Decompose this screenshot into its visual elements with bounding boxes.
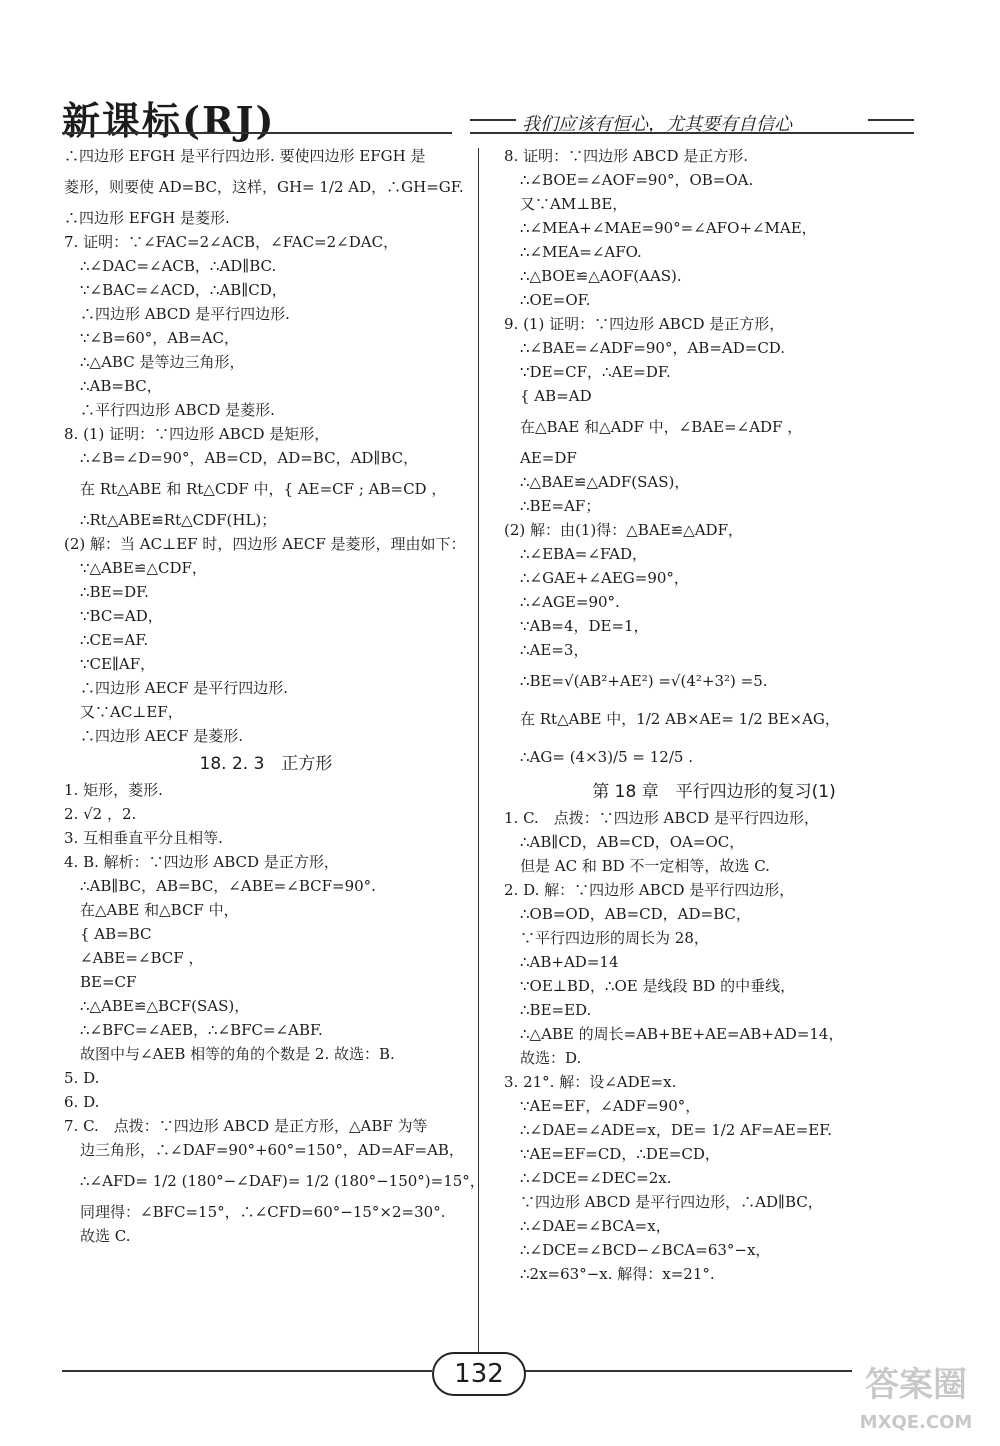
text-line: ∴∠BAE=∠ADF=90°，AB=AD=CD. (520, 339, 786, 357)
text-line: ∴AE=3， (520, 641, 589, 659)
text-line: 在△ABE 和△BCF 中， (80, 901, 239, 919)
text-line: 6. D. (64, 1093, 100, 1111)
text-line: ∴∠EBA=∠FAD， (520, 545, 648, 563)
text-line: ∵四边形 ABCD 是平行四边形，∴AD∥BC， (520, 1193, 823, 1211)
text-line: ∴BE=DF. (80, 583, 149, 601)
text-line: 7. 证明：∵∠FAC=2∠ACB，∠FAC=2∠DAC， (64, 233, 399, 251)
text-line: 8. (1) 证明：∵四边形 ABCD 是矩形， (64, 425, 330, 443)
text-line: 但是 AC 和 BD 不一定相等，故选 C. (520, 857, 770, 875)
text-line: ∵AE=EF=CD，∴DE=CD， (520, 1145, 720, 1163)
text-line: 8. 证明：∵四边形 ABCD 是正方形. (504, 147, 749, 165)
header-motto: 我们应该有恒心，尤其要有自信心 (522, 114, 792, 135)
text-line: 3. 互相垂直平分且相等. (64, 829, 223, 847)
svg-text:MXQE.COM: MXQE.COM (859, 1412, 973, 1433)
text-line: 3. 21°. 解：设∠ADE=x. (504, 1073, 677, 1091)
section-heading: 18. 2. 3 正方形 (199, 754, 333, 774)
text-line: 在 Rt△ABE 中，1/2 AB×AE= 1/2 BE×AG， (520, 710, 840, 728)
text-line: ∵∠B=60°，AB=AC， (80, 329, 240, 347)
page-number: 132 (432, 1352, 526, 1396)
text-line: ∴平行四边形 ABCD 是菱形. (80, 401, 275, 419)
svg-text:答案圈: 答案圈 (865, 1365, 967, 1405)
text-line: 2. √2 ，2. (64, 805, 137, 823)
text-line: 1. 矩形，菱形. (64, 781, 163, 799)
watermark-logo (846, 1354, 986, 1438)
text-line: ∴△ABE 的周长=AB+BE+AE=AB+AD=14， (520, 1025, 844, 1043)
text-line: ∴∠AGE=90°. (520, 593, 620, 611)
text-line: ∴BE=√(AB²+AE²) =√(4²+3²) =5. (520, 672, 768, 690)
text-line: 故图中与∠AEB 相等的角的个数是 2. 故选：B. (80, 1045, 395, 1063)
text-line: ∠ABE=∠BCF ， (80, 949, 204, 967)
header-rule-short (470, 119, 516, 121)
text-line: ∴四边形 AECF 是平行四边形. (80, 679, 288, 697)
text-line: 又∵AC⊥EF， (80, 703, 183, 721)
text-line: ∴Rt△ABE≌Rt△CDF(HL)； (80, 511, 277, 529)
text-line: ∴∠AFD= 1/2 (180°−∠DAF)= 1/2 (180°−150°)=15°， (80, 1172, 485, 1190)
text-line: ∴AB∥CD，AB=CD，OA=OC， (520, 833, 745, 851)
text-line: ∴CE=AF. (80, 631, 149, 649)
text-line: 边三角形，∴∠DAF=90°+60°=150°，AD=AF=AB， (80, 1141, 464, 1159)
text-line: ∴△BOE≌△AOF(AAS). (520, 267, 682, 285)
text-line: 7. C. 点拨：∵四边形 ABCD 是正方形，△ABF 为等 (64, 1117, 428, 1135)
text-line: ∴∠GAE+∠AEG=90°， (520, 569, 689, 587)
header-rule-left (62, 132, 452, 134)
text-line: 5. D. (64, 1069, 100, 1087)
text-line: ∵AB=4，DE=1， (520, 617, 649, 635)
text-line: ∴四边形 EFGH 是平行四边形. 要使四边形 EFGH 是 (64, 147, 426, 165)
text-line: 菱形，则要使 AD=BC，这样，GH= 1/2 AD，∴GH=GF. (64, 178, 464, 196)
text-line: ∴∠BFC=∠AEB，∴∠BFC=∠ABF. (80, 1021, 323, 1039)
text-line: ∴△ABC 是等边三角形， (80, 353, 245, 371)
text-line: BE=CF (80, 973, 137, 991)
text-line: ∵△ABE≌△CDF， (80, 559, 207, 577)
text-line: ∵OE⊥BD，∴OE 是线段 BD 的中垂线， (520, 977, 796, 995)
text-line: { AB=BC (80, 925, 152, 943)
text-line: ∴AB+AD=14 (520, 953, 619, 971)
text-line: { AB=AD (520, 387, 592, 405)
text-line: ∴2x=63°−x. 解得：x=21°. (520, 1265, 715, 1283)
text-line: ∴∠DAE=∠ADE=x，DE= 1/2 AF=AE=EF. (520, 1121, 833, 1139)
text-line: (2) 解：由(1)得：△BAE≌△ADF， (504, 521, 743, 539)
text-line: ∴∠B=∠D=90°，AB=CD，AD=BC，AD∥BC， (80, 449, 419, 467)
text-line: ∴四边形 AECF 是菱形. (80, 727, 243, 745)
text-line: 故选 C. (80, 1227, 131, 1245)
text-line: ∴∠DCE=∠DEC=2x. (520, 1169, 672, 1187)
text-line: ∴OB=OD，AB=CD，AD=BC， (520, 905, 751, 923)
text-line: ∴BE=AF； (520, 497, 601, 515)
text-line: 故选：D. (520, 1049, 582, 1067)
text-line: ∴∠MEA=∠AFO. (520, 243, 642, 261)
footer-rule-left (62, 1370, 432, 1372)
section-heading: 第 18 章 平行四边形的复习(1) (592, 782, 836, 802)
header-rule-bottom (470, 132, 914, 134)
header-rule-right (868, 119, 914, 121)
left-column (64, 144, 485, 1248)
text-line: ∵∠BAC=∠ACD，∴AB∥CD， (80, 281, 287, 299)
text-line: 又∵AM⊥BE， (520, 195, 628, 213)
text-line: ∴AG= (4×3)/5 = 12/5 . (520, 748, 693, 766)
brand-title: 新课标(RJ) (62, 98, 276, 143)
text-line: (2) 解：当 AC⊥EF 时，四边形 AECF 是菱形，理由如下： (64, 535, 466, 553)
text-line: ∴△ABE≌△BCF(SAS)， (80, 997, 250, 1015)
text-line: 2. D. 解：∵四边形 ABCD 是平行四边形， (504, 881, 795, 899)
text-line: ∴四边形 EFGH 是菱形. (64, 209, 230, 227)
text-line: ∵AE=EF，∠ADF=90°， (520, 1097, 701, 1115)
text-line: 9. (1) 证明：∵四边形 ABCD 是正方形， (504, 315, 785, 333)
text-line: 在 Rt△ABE 和 Rt△CDF 中，{ AE=CF ; AB=CD ， (80, 480, 447, 498)
text-line: ∴AB∥BC，AB=BC，∠ABE=∠BCF=90°. (80, 877, 376, 895)
text-line: 4. B. 解析：∵四边形 ABCD 是正方形， (64, 853, 339, 871)
text-line: ∴△BAE≌△ADF(SAS)， (520, 473, 690, 491)
text-line: 同理得：∠BFC=15°，∴∠CFD=60°−15°×2=30°. (80, 1203, 446, 1221)
column-divider (478, 148, 479, 1363)
text-line: 在△BAE 和△ADF 中，∠BAE=∠ADF ， (520, 418, 803, 436)
text-line: ∵DE=CF，∴AE=DF. (520, 363, 671, 381)
text-line: ∴∠DCE=∠BCD−∠BCA=63°−x， (520, 1241, 771, 1259)
text-line: ∴∠BOE=∠AOF=90°，OB=OA. (520, 171, 754, 189)
text-line: AE=DF (520, 449, 577, 467)
text-line: ∵BC=AD， (80, 607, 163, 625)
footer-rule-right (522, 1370, 852, 1372)
text-line: ∵平行四边形的周长为 28， (520, 929, 709, 947)
text-line: ∴∠DAC=∠ACB，∴AD∥BC. (80, 257, 277, 275)
right-column (504, 144, 924, 1286)
text-line: ∴∠MEA+∠MAE=90°=∠AFO+∠MAE， (520, 219, 817, 237)
text-line: ∵CE∥AF， (80, 655, 156, 673)
text-line: ∴四边形 ABCD 是平行四边形. (80, 305, 290, 323)
text-line: ∴BE=ED. (520, 1001, 592, 1019)
text-line: ∴OE=OF. (520, 291, 591, 309)
page-header (0, 0, 1000, 143)
text-line: ∴∠DAE=∠BCA=x， (520, 1217, 671, 1235)
text-line: 1. C. 点拨：∵四边形 ABCD 是平行四边形， (504, 809, 819, 827)
text-line: ∴AB=BC， (80, 377, 162, 395)
